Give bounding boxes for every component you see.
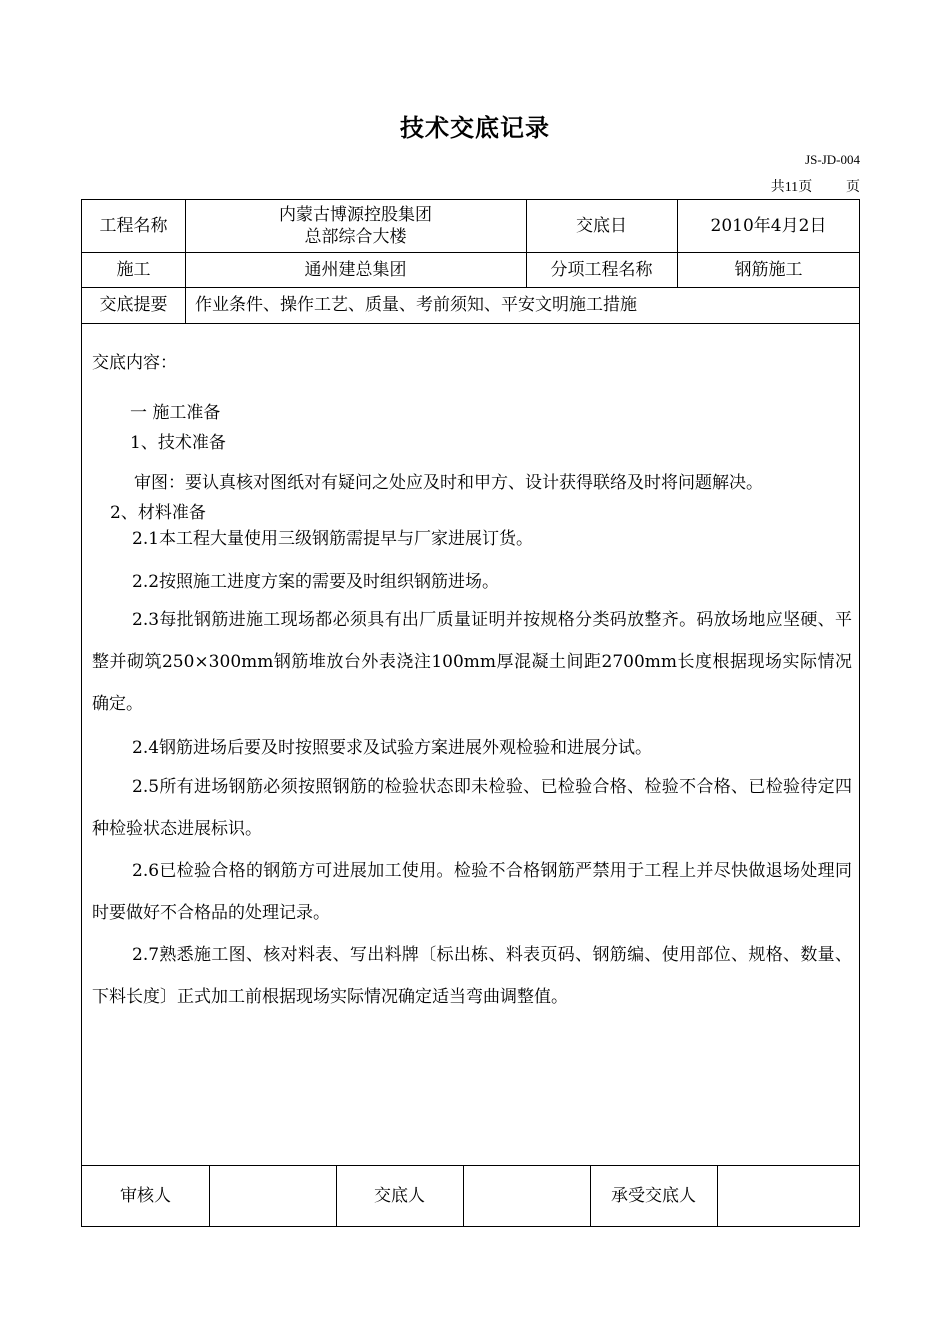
project-name-line1: 内蒙古博源控股集团 — [279, 205, 432, 225]
disclosure-form — [81, 199, 860, 1227]
content-heading: 交底内容： — [92, 353, 177, 373]
item-2-3: 2.3每批钢筋进施工现场都必须具有出厂质量证明并按规格分类码放整齐。码放场地应坚硬、平整并砌筑250×300mm钢筋堆放台外表浇注100mm厚混凝土间距2700mm长度根据现场实际情况确定。 — [92, 610, 852, 714]
discloser-signature — [463, 1165, 590, 1227]
document-title: 技术交底记录 — [400, 114, 550, 142]
summary-value: 作业条件、操作工艺、质量、考前须知、平安文明施工措施 — [195, 295, 637, 315]
item-2-2: 2.2按照施工进度方案的需要及时组织钢筋进场。 — [132, 572, 500, 592]
project-name-label: 工程名称 — [99, 216, 168, 236]
page-total: 11 — [784, 180, 799, 195]
page-suffix: 页 — [846, 179, 860, 195]
section-construction-prep: 一 施工准备 — [130, 403, 221, 423]
review-paragraph: 审图：要认真核对图纸对有疑问之处应及时和甲方、设计获得联络及时将问题解决。 — [134, 473, 763, 493]
document-number: JS-JD-004 — [805, 152, 860, 167]
receiver-label: 承受交底人 — [611, 1186, 696, 1206]
discloser-label: 交底人 — [374, 1186, 425, 1206]
page-count — [771, 176, 860, 196]
subitem-label: 分项工程名称 — [550, 259, 653, 280]
construction-label: 施工 — [116, 259, 151, 280]
item-2-1: 2.1本工程大量使用三级钢筋需提早与厂家进展订货。 — [132, 529, 534, 549]
disclosure-date-value: 2010年4月2日 — [710, 216, 827, 236]
page-label: 页 — [798, 179, 813, 195]
reviewer-label: 审核人 — [120, 1186, 171, 1206]
reviewer-signature — [209, 1165, 336, 1227]
item-2-4: 2.4钢筋进场后要及时按照要求及试验方案进展外观检验和进展分试。 — [132, 738, 653, 758]
row-divider — [82, 323, 859, 324]
construction-value: 通州建总集团 — [304, 259, 407, 280]
page-prefix: 共 — [770, 179, 785, 195]
disclosure-date-label: 交底日 — [576, 216, 627, 236]
item-2-6: 2.6已检验合格的钢筋方可进展加工使用。检验不合格钢筋严禁用于工程上并尽快做退场处理同时要做好不合格品的处理记录。 — [92, 861, 852, 923]
section-material-prep: 2、材料准备 — [110, 503, 206, 523]
item-2-7: 2.7熟悉施工图、核对料表、写出料牌〔标出栋、料表页码、钢筋编、使用部位、规格、数量、下料长度〕正式加工前根据现场实际情况确定适当弯曲调整值。 — [92, 945, 852, 1007]
project-name-value — [185, 200, 526, 252]
subitem-value: 钢筋施工 — [734, 259, 803, 280]
section-technical-prep: 1、技术准备 — [130, 433, 226, 453]
receiver-signature — [717, 1165, 860, 1227]
summary-label: 交底提要 — [99, 295, 168, 315]
project-name-line2: 总部综合大楼 — [304, 227, 407, 247]
item-2-5: 2.5所有进场钢筋必须按照钢筋的检验状态即未检验、已检验合格、检验不合格、已检验待定四种检验状态进展标识。 — [92, 777, 852, 839]
